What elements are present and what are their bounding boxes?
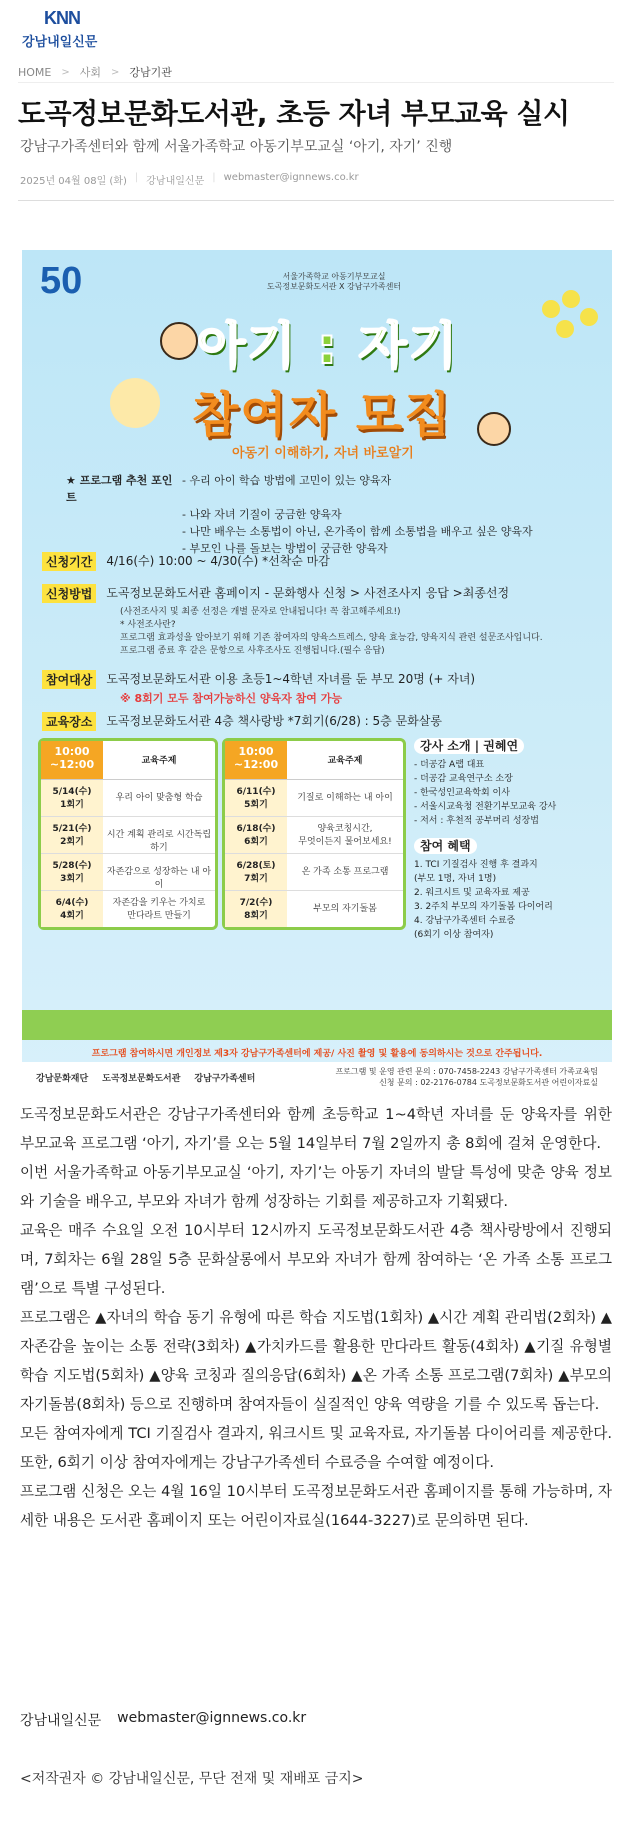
article-paragraph: 교육은 매주 수요일 오전 10시부터 12시까지 도곡정보문화도서관 4층 책사랑방에서 진행되며, 7회차는 6월 28일 5층 문화살롱에서 부모와 자녀가 함께 참여하는 ‘온 가족 소통 프로그램’으로 특별 구성된다. xyxy=(20,1222,612,1297)
place-label: 교육장소 xyxy=(42,712,96,731)
article-outlet: 강남내일신문 xyxy=(146,176,205,187)
logo-name: 강남내일신문 xyxy=(22,35,98,50)
target-note: ※ 8회기 모두 참여가능하신 양육자 참여 가능 xyxy=(120,692,342,705)
page-subtitle: 강남구가족센터와 함께 서울가족학교 아동기부모교실 ‘아기, 자기’ 진행 xyxy=(20,139,453,155)
copyright-notice: <저작권자 © 강남내일신문, 무단 전재 및 재배포 금지> xyxy=(20,1771,364,1787)
article-paragraph: 프로그램은 ▲자녀의 학습 동기 유형에 따른 학습 지도법(1회차) ▲시간 계획 관리법(2회차) ▲자존감을 높이는 소통 전략(3회차) ▲가치카드를 활용한 만다라트 활동(4회차) ▲기질 유형별 학습 지도법(5회차) ▲양육 코칭과 질의응답(6회차) ▲온 가족 소통 프로그램(7회차) ▲부모의 자기돌봄(8회차) 등으로 진행하며 참여자들이 실질적인 양육 역량을 기를 수 있도록 돕는다. xyxy=(20,1309,612,1413)
points-label: ★ 프로그램 추천 포인트 xyxy=(66,474,173,504)
topic-header: 교육주제 xyxy=(141,756,177,766)
instructor-benefit-panel: 강사 소개 | 권혜연 - 더공감 A랩 대표 - 더공감 교육연구소 소장 - 한국성인교육학회 이사 - 서울시교육청 전환기부모교육 강사 - 저서 : 후천적 공부머리 성장법 참여 혜택 1. TCI 기질검사 진행 후 결과지 (부모 1명, 자녀 1명) 2. 워크시트 및 교육자료 제공 3. 2주치 부모의 자기돌봄 다이어리 4. 강남구가족센터 수료증 (6회기 이상 참여자) xyxy=(414,739,557,940)
breadcrumb-section[interactable]: 사회 xyxy=(79,66,102,79)
breadcrumb-current[interactable]: 강남기관 xyxy=(129,66,172,79)
site-logo[interactable] xyxy=(22,8,122,54)
anniversary-badge: 50 xyxy=(40,260,83,302)
period-value: 4/16(수) 10:00 ~ 4/30(수) *선착순 마감 xyxy=(106,554,330,568)
table-row: 6/11(수) 5회기 기질로 이해하는 내 아이 xyxy=(225,780,403,817)
star-icon: ★ xyxy=(66,474,80,487)
article-date: 2025년 04월 08일 (화) xyxy=(20,176,127,187)
chevron-right-icon: > xyxy=(111,66,120,78)
schedule-table-left xyxy=(38,738,218,930)
byline-email[interactable]: webmaster@ignnews.co.kr xyxy=(117,1710,307,1726)
table-row: 5/14(수) 1회기 우리 아이 맞춤형 학습 xyxy=(41,780,215,817)
privacy-notice: 프로그램 참여하시면 개인정보 제3자 강남구가족센터에 제공/ 사진 촬영 및 활용에 동의하시는 것으로 간주됩니다. xyxy=(91,1049,543,1059)
byline-name: 강남내일신문 xyxy=(20,1713,102,1729)
table-row: 5/21(수) 2회기 시간 계획 관리로 시간독립하기 xyxy=(41,817,215,854)
recommend-points: ★ 프로그램 추천 포인트 - 우리 아이 학습 방법에 고민이 있는 양육자 - 나와 자녀 기질이 궁금한 양육자 - 나만 배우는 소통법이 아닌, 온가족이 함께 소통법을 배우고 싶은 양육자 - 부모인 나를 돌보는 방법이 궁금한 양육자 xyxy=(66,474,533,555)
grass-illustration xyxy=(22,1010,612,1040)
poster-org: 서울가족학교 아동기부모교실 도곡정보문화도서관 X 강남구가족센터 xyxy=(266,272,402,292)
byline xyxy=(20,1710,306,1730)
sun-illustration xyxy=(110,378,160,428)
breadcrumb xyxy=(18,64,172,80)
divider xyxy=(18,82,614,83)
chevron-right-icon: > xyxy=(61,66,70,78)
time-header: 10:00 ~12:00 xyxy=(41,741,103,779)
child-illustration xyxy=(477,412,511,446)
poster-headline-1: 아기 : 자기 xyxy=(197,317,460,375)
article-body xyxy=(20,1100,612,1535)
period-row xyxy=(42,552,330,571)
article-image-poster xyxy=(22,250,612,1092)
method-row xyxy=(42,584,509,603)
target-value: 도곡정보문화도서관 이용 초등1~4학년 자녀를 둔 부모 20명 (+ 자녀) xyxy=(106,672,476,686)
place-value: 도곡정보문화도서관 4층 책사랑방 *7회기(6/28) : 5층 문화살롱 xyxy=(106,714,442,728)
method-value: 도곡정보문화도서관 홈페이지 - 문화행사 신청 > 사전조사지 응답 >최종선정 xyxy=(106,586,510,600)
flower-illustration xyxy=(542,290,602,350)
place-row xyxy=(42,712,442,731)
child-illustration xyxy=(160,322,198,360)
topic-header: 교육주제 xyxy=(327,756,363,766)
breadcrumb-home[interactable]: HOME xyxy=(18,65,52,79)
article-paragraph: 도곡정보문화도서관은 강남구가족센터와 함께 초등학교 1~4학년 자녀를 둔 양육자를 위한 부모교육 프로그램 ‘아기, 자기’를 오는 5월 14일부터 7월 2일까지 총 8회에 걸쳐 운영한다. xyxy=(20,1106,612,1152)
benefit-title: 참여 혜택 xyxy=(414,838,477,854)
table-row: 6/18(수) 6회기 양육코칭시간, 무엇이든지 물어보세요! xyxy=(225,817,403,854)
method-label: 신청방법 xyxy=(42,584,96,603)
period-label: 신청기간 xyxy=(42,552,96,571)
logo-mark: KNN xyxy=(44,8,80,28)
table-row: 5/28(수) 3회기 자존감으로 성장하는 내 아이 xyxy=(41,854,215,891)
poster-contact: 프로그램 및 운영 관련 문의 : 070-7458-2243 강남구가족센터 가족교육팀 신청 문의 : 02-2176-0784 도곡정보문화도서관 어린이자료실 xyxy=(335,1067,598,1087)
instructor-title: 강사 소개 | 권혜연 xyxy=(414,738,524,754)
target-row xyxy=(42,670,475,689)
page-title: 도곡정보문화도서관, 초등 자녀 부모교육 실시 xyxy=(18,97,570,130)
poster-tagline: 아동기 이해하기, 자녀 바로알기 xyxy=(232,446,414,461)
article-paragraph: 프로그램 신청은 오는 4월 16일 10시부터 도곡정보문화도서관 홈페이지를 통해 가능하며, 자세한 내용은 도서관 홈페이지 또는 어린이자료실(1644-3227)로 문의하면 된다. xyxy=(20,1483,612,1529)
table-row: 6/28(토) 7회기 온 가족 소통 프로그램 xyxy=(225,854,403,891)
time-header: 10:00 ~12:00 xyxy=(225,741,287,779)
target-label: 참여대상 xyxy=(42,670,96,689)
poster-footer xyxy=(22,1062,612,1092)
divider xyxy=(18,200,614,201)
method-note: (사전조사지 및 최종 선정은 개별 문자로 안내됩니다! 꼭 참고해주세요!) * 사전조사란? 프로그램 효과성을 알아보기 위해 기존 참여자의 양육스트레스, 양육 효능감, 양육지식 관련 설문조사입니다. 프로그램 종료 후 같은 문항으로 사후조사도 진행됩니다.(필수 응답) xyxy=(120,607,543,656)
article-paragraph: 모든 참여자에게 TCI 기질검사 결과지, 워크시트 및 교육자료, 자기돌봄 다이어리를 제공한다. 또한, 6회기 이상 참여자에게는 강남구가족센터 수료증을 수여할 예정이다. xyxy=(20,1425,612,1471)
poster-headline-2: 참여자 모집 xyxy=(192,387,453,443)
article-paragraph: 이번 서울가족학교 아동기부모교실 ‘아기, 자기’는 아동기 자녀의 발달 특성에 맞춘 양육 정보와 기술을 배우고, 부모와 자녀가 함께 성장하는 기회를 제공하고자 기획됐다. xyxy=(20,1164,612,1210)
table-row: 7/2(수) 8회기 부모의 자기돌봄 xyxy=(225,891,403,927)
table-row: 6/4(수) 4회기 자존감을 키우는 가치로 만다라트 만들기 xyxy=(41,891,215,927)
article-email[interactable]: webmaster@ignnews.co.kr xyxy=(223,172,359,183)
schedule-table-right xyxy=(222,738,406,930)
sponsor-logos: 강남문화재단 도곡정보문화도서관 강남구가족센터 xyxy=(36,1073,256,1084)
article-meta: 2025년 04월 08일 (화) | 강남내일신문 | webmaster@ignnews.co.kr xyxy=(20,172,359,187)
